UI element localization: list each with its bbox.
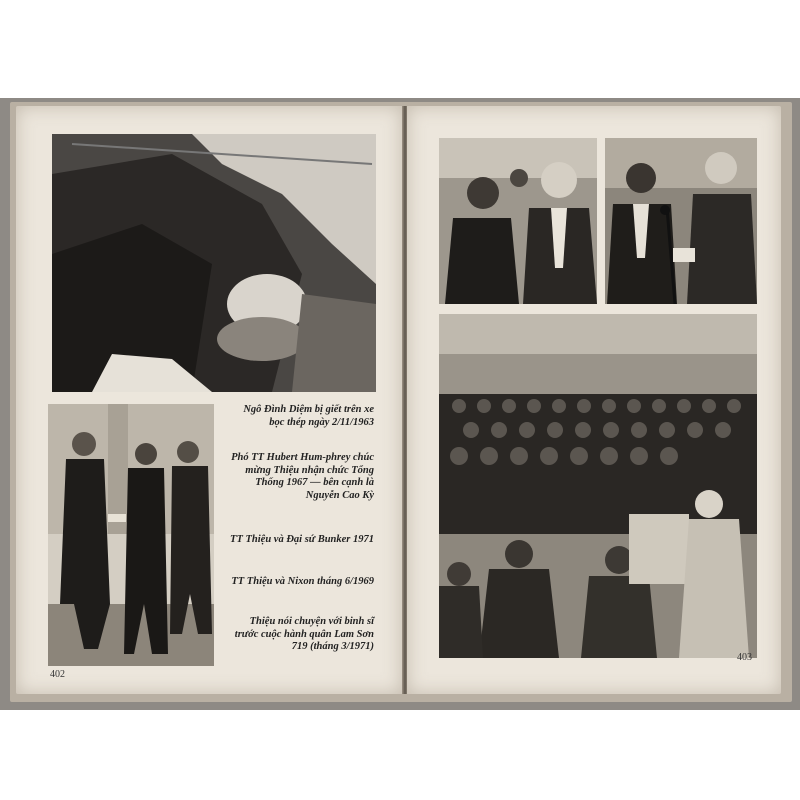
caption-nixon: TT Thiệu và Nixon tháng 6/1969	[231, 576, 374, 587]
right-page	[407, 106, 781, 694]
photo-officials-group	[439, 138, 597, 304]
page-number-left: 402	[50, 669, 65, 680]
caption-bunker: TT Thiệu và Đại sứ Bunker 1971	[230, 534, 374, 545]
caption-lam-son: Thiệu nói chuyện với binh sĩ trước cuộc hành quân Lam Sơn 719 (tháng 3/1971)	[234, 616, 374, 652]
photo-microphone-speech	[605, 138, 757, 304]
photo-troops-address	[439, 314, 757, 658]
photo-armored-car	[52, 134, 376, 392]
caption-humphrey: Phó TT Hubert Hum-phrey chúc mừng Thiệu nhận chức Tổng Thống 1967 — bên cạnh là Nguyễn Cao Kỳ	[231, 452, 374, 501]
photo-handshake	[48, 404, 214, 666]
caption-diem: Ngô Đình Diệm bị giết trên xe bọc thép ngày 2/11/1963	[243, 404, 374, 428]
page-number-right: 403	[737, 652, 752, 663]
open-book	[10, 102, 792, 702]
left-page	[16, 106, 402, 694]
